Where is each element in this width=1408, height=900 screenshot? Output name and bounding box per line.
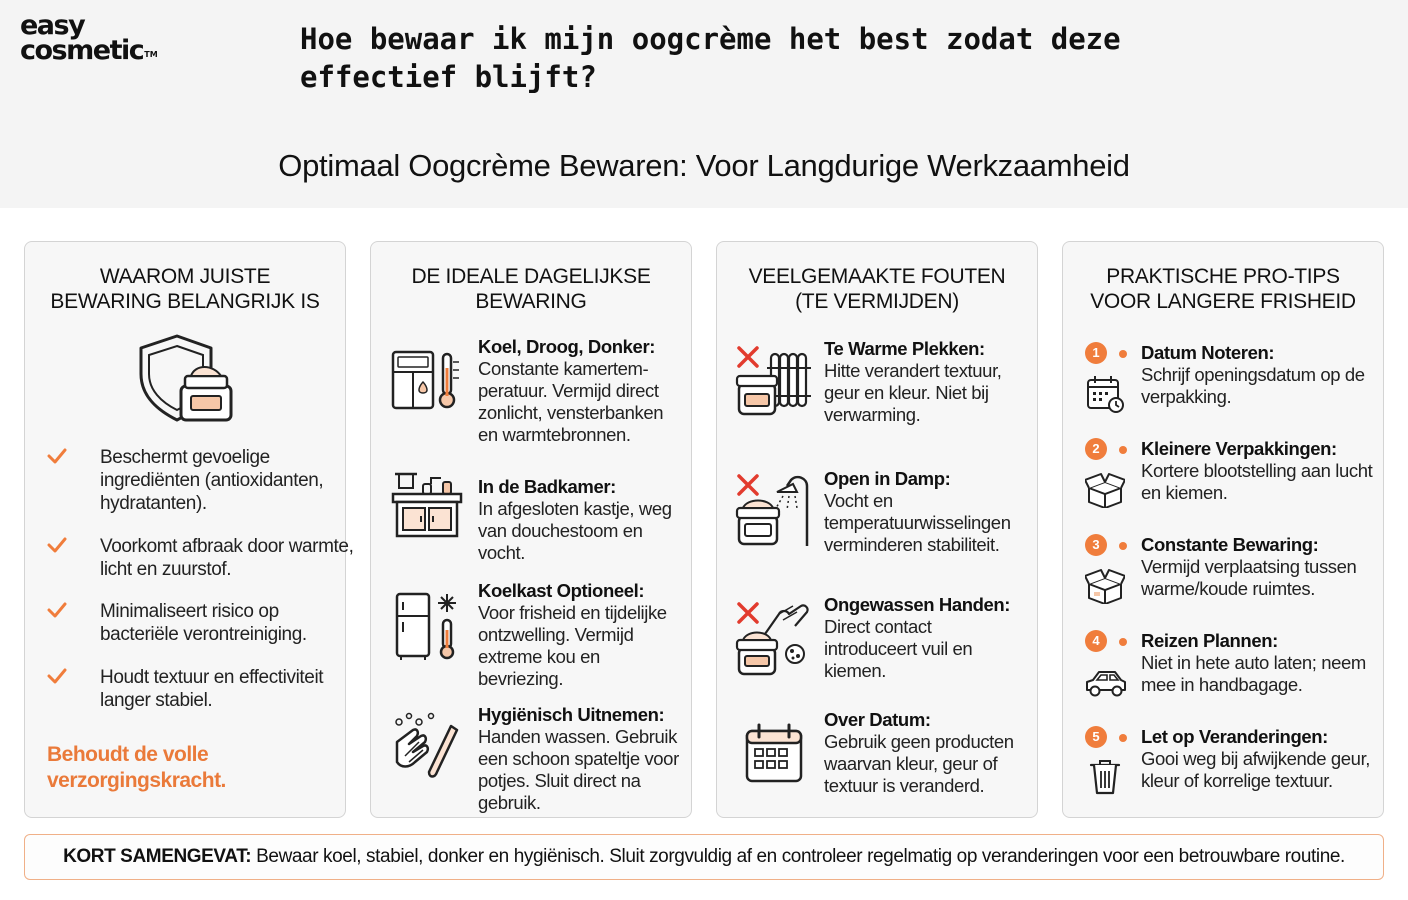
item-text: Voor frisheid en tijdelijke ontzwelling. Vermijd extreme kou en bevriezing. (478, 602, 667, 689)
item-title: Te Warme Plekken: (824, 338, 985, 359)
bullet-dot (1119, 350, 1127, 358)
closing-statement: Behoudt de volle verzorgingskracht. (47, 743, 226, 792)
item-title: Open in Damp: (824, 468, 951, 489)
card-pro-tips (1062, 241, 1384, 818)
item-title: Over Datum: (824, 709, 931, 730)
item-text: Niet in hete auto laten; neem mee in handbagage. (1141, 652, 1366, 695)
box-icon (1085, 564, 1125, 604)
item-content (824, 468, 1029, 556)
item-content (478, 476, 686, 564)
item-title: Constante Bewaring: (1141, 534, 1319, 555)
brand-line1: easy (20, 10, 85, 41)
page-question: Hoe bewaar ik mijn oogcrème het best zodat deze effectief blijft? (300, 22, 1121, 94)
card-title (717, 264, 1037, 314)
check-icon (47, 537, 67, 553)
calendar-icon (743, 723, 807, 787)
item-content (478, 336, 686, 446)
trademark: TM (144, 50, 158, 59)
item-text: In afgesloten kastje, weg van douchestoom en vocht. (478, 498, 672, 563)
item-title: Koelkast Optioneel: (478, 580, 645, 601)
benefit-text: Minimaliseert risico op bacteriële verontreiniging. (100, 601, 307, 645)
bullet-dot (1119, 638, 1127, 646)
card-title-line1: WAAROM JUISTE (99, 265, 271, 288)
item-content (1141, 438, 1377, 504)
card-title (371, 264, 691, 314)
shield-jar-icon (133, 330, 239, 426)
item-content (1141, 534, 1377, 600)
card-title-line2: BEWARING BELANGRIJK IS (50, 290, 320, 313)
item-title: Ongewassen Handen: (824, 594, 1011, 615)
item-content (1141, 342, 1377, 408)
card-why-storage (24, 241, 354, 818)
step-number-badge: 2 (1085, 438, 1107, 460)
item-text: Hitte verandert textuur, geur en kleur. Niet bij verwarming. (824, 360, 1002, 425)
item-content (478, 704, 688, 814)
item-content (1141, 630, 1377, 696)
trash-icon (1089, 758, 1121, 796)
item-text: Kortere blootstelling aan lucht en kiemen. (1141, 460, 1373, 503)
item-content (1141, 726, 1377, 792)
calendar-clock-icon (1085, 374, 1125, 414)
bullet-dot (1119, 542, 1127, 550)
check-icon (47, 668, 67, 684)
card-title-line1: DE IDEALE DAGELIJKSE (411, 265, 651, 288)
item-text: Vocht en temperatuurwisselingen verminderen stabiliteit. (824, 490, 1011, 555)
item-title: Koel, Droog, Donker: (478, 336, 656, 357)
item-title: Hygiënisch Uitnemen: (478, 704, 665, 725)
brand-logo[interactable] (20, 10, 190, 66)
fridge-icon (393, 592, 465, 662)
benefit-text: Houdt textuur en effectiviteit langer stabiel. (100, 667, 324, 711)
item-text: Gebruik geen producten waarvan kleur, geur of textuur is veranderd. (824, 731, 1014, 796)
check-icon (47, 448, 67, 464)
bullet-dot (1119, 446, 1127, 454)
benefit-text: Beschermt gevoelige ingrediënten (antioxidanten, hydratanten). (100, 447, 324, 514)
check-icon (47, 602, 67, 618)
item-text: Direct contact introduceert vuil en kiemen. (824, 616, 973, 681)
item-content (824, 594, 1029, 682)
small-box-icon (1085, 468, 1125, 508)
bullet-dot (1119, 734, 1127, 742)
page-title: Optimaal Oogcrème Bewaren: Voor Langdurige Werkzaamheid (278, 148, 1130, 183)
bathroom-cabinet-icon (391, 470, 463, 542)
item-title: Datum Noteren: (1141, 342, 1275, 363)
step-number-badge: 1 (1085, 342, 1107, 364)
card-title (1063, 264, 1383, 314)
step-number-badge: 4 (1085, 630, 1107, 652)
step-number-badge: 5 (1085, 726, 1107, 748)
item-title: Kleinere Verpakkingen: (1141, 438, 1337, 459)
item-text: Constante kamertem-peratuur. Vermijd direct zonlicht, vensterbanken en warmtebronnen. (478, 358, 664, 445)
item-title: Let op Veranderingen: (1141, 726, 1328, 747)
item-text: Vermijd verplaatsing tussen warme/koude ruimtes. (1141, 556, 1357, 599)
step-number-badge: 3 (1085, 534, 1107, 556)
item-title: In de Badkamer: (478, 476, 616, 497)
item-content (824, 709, 1029, 797)
item-text: Schrijf openingsdatum op de verpakking. (1141, 364, 1365, 407)
item-content (478, 580, 686, 690)
benefit-text: Voorkomt afbraak door warmte, licht en zuurstof. (100, 536, 354, 580)
item-content (824, 338, 1029, 426)
card-title-line1: PRAKTISCHE PRO-TIPS (1106, 265, 1340, 288)
card-title-line2: VOOR LANGERE FRISHEID (1090, 290, 1356, 313)
item-text: Handen wassen. Gebruik een schoon spateltje voor potjes. Sluit direct na gebruik. (478, 726, 679, 813)
shower-steam-icon (735, 470, 815, 550)
car-icon (1083, 666, 1129, 700)
summary-bar (24, 834, 1384, 880)
item-text: Gooi weg bij afwijkende geur, kleur of korrelige textuur. (1141, 748, 1371, 791)
card-title (25, 264, 345, 314)
card-title-line1: VEELGEMAAKTE FOUTEN (748, 265, 1006, 288)
brand-line2: cosmetic (20, 35, 144, 66)
card-daily-storage (370, 241, 692, 818)
card-common-mistakes (716, 241, 1038, 818)
summary-text: Bewaar koel, stabiel, donker en hygiënisch. Sluit zorgvuldig af en controleer regelmatig op veranderingen voor een betrouwbare routine. (251, 846, 1345, 867)
hygienic-hands-icon (391, 712, 463, 784)
card-title-line2: BEWARING (475, 290, 587, 313)
summary-label: KORT SAMENGEVAT: (63, 846, 252, 867)
card-title-line2: (TE VERMIJDEN) (795, 290, 959, 313)
unwashed-hand-icon (735, 598, 815, 678)
item-title: Reizen Plannen: (1141, 630, 1278, 651)
cabinet-thermometer-icon (389, 348, 465, 412)
radiator-icon (735, 342, 815, 422)
